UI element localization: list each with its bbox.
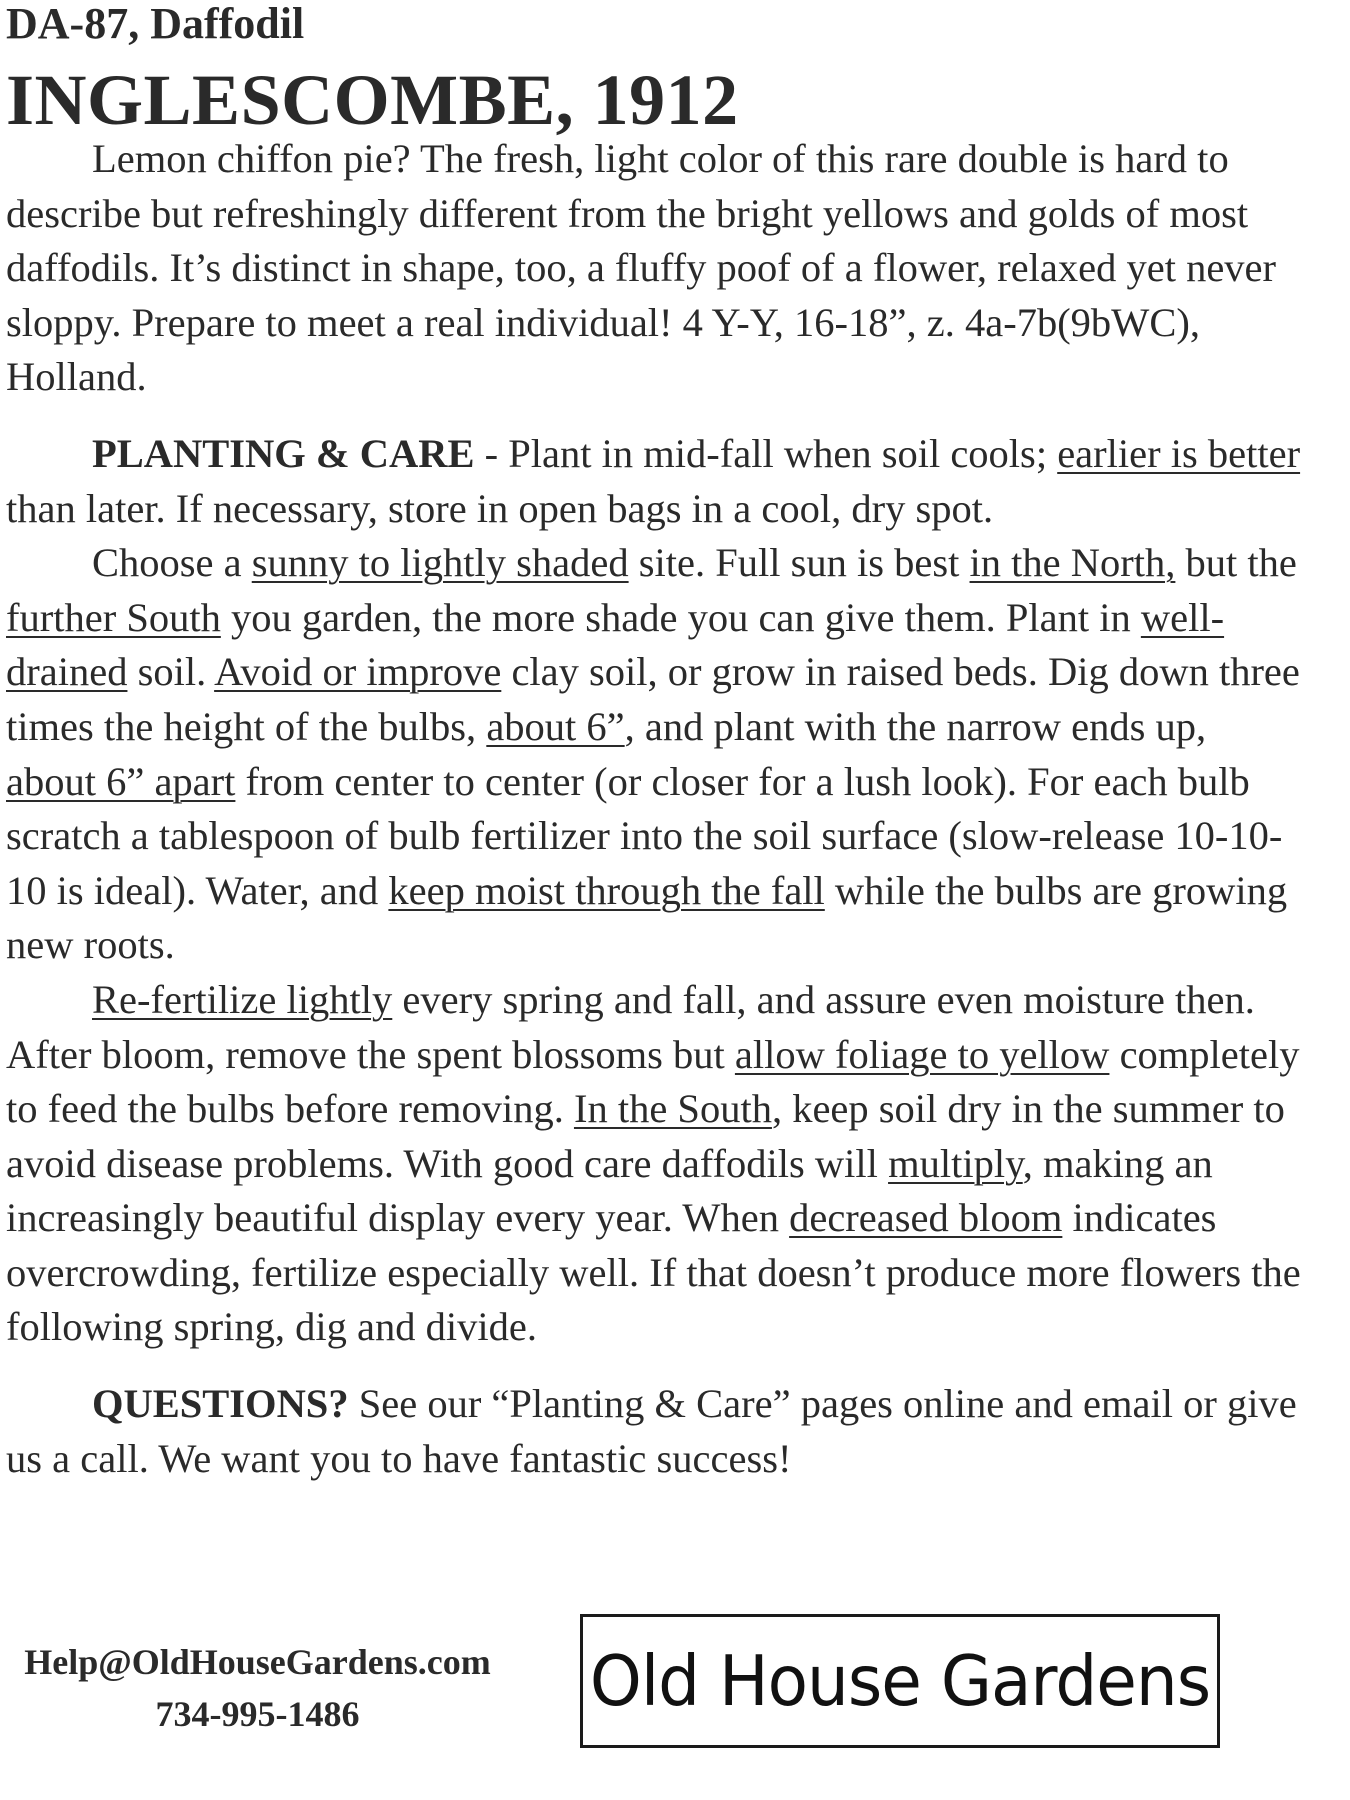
- planting-paragraph: PLANTING & CARE - Plant in mid-fall when soil cools; earlier is better than later. If necessary, store in open bags in a cool, dry spot.: [6, 430, 1301, 531]
- questions-heading: QUESTIONS?: [92, 1381, 349, 1427]
- underlined-refertilize: Re-fertilize lightly: [92, 976, 393, 1022]
- site-paragraph: Choose a sunny to lightly shaded site. Full sun is best in the North, but the further South you garden, the more shade you can give them. Plant in well-drained soil. Avoid or improve clay soil, or grow in raised beds. Dig down three times the height of the bulbs, about 6”, and plant with the narrow ends up, about 6” apart from center to center (or closer for a lush look). For each bulb scratch a tablespoon of bulb fertilizer into the soil surface (slow-release 10-10-10 is ideal). Water, and keep moist through the fall while the bulbs are growing new roots.: [6, 540, 1300, 968]
- underlined-avoid: Avoid or improve: [214, 649, 502, 695]
- contact-email[interactable]: Help@OldHouseGardens.com: [24, 1642, 491, 1682]
- contact-phone[interactable]: 734-995-1486: [155, 1694, 360, 1734]
- questions-paragraph: QUESTIONS? See our “Planting & Care” pages online and email or give us a call. We want you to have fantastic success!: [6, 1381, 1297, 1481]
- underlined-further-south: further South: [6, 594, 221, 640]
- page-title: INGLESCOMBE, 1912: [6, 60, 739, 140]
- logo: [580, 1614, 1220, 1748]
- underlined-sunny: sunny to lightly shaded: [251, 540, 629, 586]
- contact-block: [10, 1636, 505, 1740]
- document-body: [6, 132, 1306, 1486]
- logo-text: Old House Gardens: [589, 1640, 1211, 1722]
- underlined-decreased-bloom: decreased bloom: [789, 1195, 1063, 1241]
- fertilize-paragraph: Re-fertilize lightly every spring and fall, and assure even moisture then. After bloom, remove the spent blossoms but allow foliage to yellow completely to feed the bulbs before removing. In the South, keep soil dry in the summer to avoid disease problems. With good care daffodils will multiply, making an increasingly beautiful display every year. When decreased bloom indicates overcrowding, fertilize especially well. If that doesn’t produce more flowers the following spring, dig and divide.: [6, 976, 1301, 1350]
- underlined-apart: about 6” apart: [6, 758, 236, 804]
- planting-heading: PLANTING & CARE: [92, 430, 475, 476]
- underlined-in-the-south: In the South: [573, 1086, 772, 1132]
- underlined-earlier: earlier is better: [1057, 430, 1301, 476]
- description-paragraph: Lemon chiffon pie? The fresh, light color of this rare double is hard to describe but refreshingly different from the bright yellows and golds of most daffodils. It’s distinct in shape, too, a fluffy poof of a flower, relaxed yet never sloppy. Prepare to meet a real individual! 4 Y-Y, 16-18”, z. 4a-7b(9bWC), Holland.: [6, 136, 1277, 400]
- product-code: DA-87, Daffodil: [6, 0, 305, 48]
- underlined-multiply: multiply: [888, 1140, 1023, 1186]
- underlined-foliage: allow foliage to yellow: [734, 1031, 1110, 1077]
- underlined-about-6: about 6”: [486, 703, 625, 749]
- underlined-moist: keep moist through the fall: [388, 867, 825, 913]
- underlined-well-drained: well-drained: [6, 594, 1225, 695]
- underlined-north: in the North,: [969, 540, 1176, 586]
